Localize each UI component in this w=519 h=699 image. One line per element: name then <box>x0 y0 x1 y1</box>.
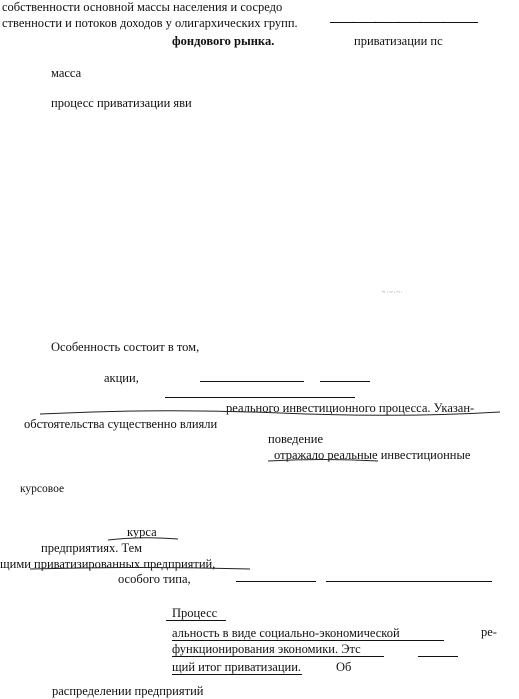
dot-marks: ..... <box>352 15 465 26</box>
blank-line-7 <box>418 656 458 657</box>
text-line-20: щий итог приватизации. <box>172 660 302 674</box>
underline-18 <box>172 640 444 641</box>
underline-20 <box>172 674 302 675</box>
text-line-5: процесс приватизации яви <box>51 96 192 110</box>
text-line-4: масса <box>51 66 82 80</box>
text-line-19: функционирования экономики. Этс <box>172 642 361 656</box>
text-line-21: распределении предприятий <box>52 684 204 698</box>
text-line-8: реального инвестиционного процесса. Указан- <box>226 401 475 415</box>
scan-speck: ~·~·~· <box>382 290 404 296</box>
text-line-15: щими приватизированных предприятий, <box>0 557 216 571</box>
blank-line-2 <box>320 381 370 382</box>
blank-line-1 <box>200 381 304 382</box>
pen-stroke-2 <box>268 458 378 464</box>
blank-line-4 <box>236 581 316 582</box>
text-line-7: акции, <box>104 371 139 385</box>
text-line-17: Процесс <box>172 606 218 620</box>
blank-line-3 <box>165 397 355 398</box>
text-line-10: поведение <box>268 432 323 446</box>
text-line-14: предприятиях. Тем <box>41 541 143 555</box>
text-line-18-right: ре- <box>481 625 497 639</box>
text-line-16: особого типа, <box>118 572 191 586</box>
text-line-3-bold: фондового рынка. <box>172 34 275 48</box>
text-line-1: собственности основной массы населения и сосредо <box>2 0 283 14</box>
text-line-11: отражало реальные инвестиционные <box>274 448 471 462</box>
text-line-6: Особенность состоит в том, <box>51 340 200 354</box>
text-line-13: курса <box>127 525 157 539</box>
text-line-2: ственности и потоков доходов у олигархических групп. <box>2 16 298 30</box>
blank-line-6 <box>166 620 226 621</box>
blank-line-5 <box>326 581 492 582</box>
text-line-9: обстоятельства существенно влияли <box>24 417 218 431</box>
underline-19 <box>172 656 384 657</box>
text-line-18: альность в виде социально-экономической <box>172 626 400 640</box>
text-line-12: курсовое <box>20 483 65 495</box>
text-line-3-right: приватизации пс <box>354 34 443 48</box>
text-line-20b: Об <box>336 660 352 674</box>
